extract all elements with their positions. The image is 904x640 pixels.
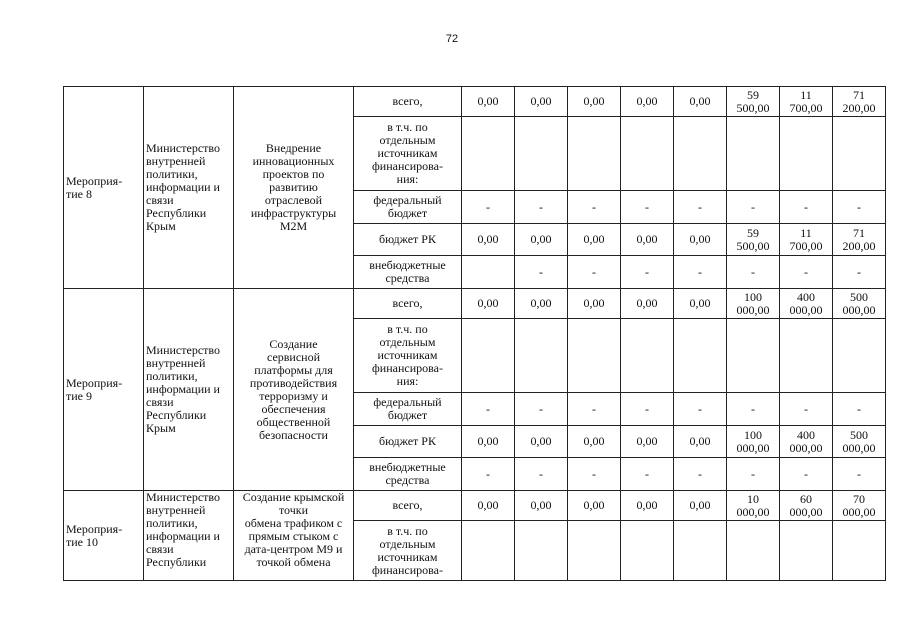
- amount-cell: 70 000,00: [833, 491, 886, 521]
- ministry-cell: Министерство внутренней политики, информации и связи Республики Крым: [144, 87, 234, 289]
- amount-cell: [568, 117, 621, 191]
- amount-cell: -: [780, 458, 833, 491]
- amount-cell: 0,00: [674, 289, 727, 319]
- amount-cell: [515, 319, 568, 393]
- amount-cell: [621, 117, 674, 191]
- amount-cell: 0,00: [621, 426, 674, 458]
- measure-cell: Мероприя- тие 10: [64, 491, 144, 581]
- amount-cell: -: [462, 458, 515, 491]
- table-row: [64, 491, 886, 521]
- amount-cell: -: [568, 393, 621, 426]
- measure-cell: Мероприя- тие 9: [64, 289, 144, 491]
- amount-cell: 0,00: [515, 491, 568, 521]
- funding-source-cell: в т.ч. по отдельным источникам финансирова- ния:: [354, 117, 462, 191]
- amount-cell: 0,00: [515, 224, 568, 256]
- amount-cell: [568, 319, 621, 393]
- amount-cell: 400 000,00: [780, 289, 833, 319]
- amount-cell: 400 000,00: [780, 426, 833, 458]
- project-cell: Создание сервисной платформы для противодействия терроризму и обеспечения общественной безопасности: [234, 289, 354, 491]
- amount-cell: -: [833, 256, 886, 289]
- amount-cell: 0,00: [462, 289, 515, 319]
- amount-cell: [515, 117, 568, 191]
- amount-cell: 0,00: [515, 426, 568, 458]
- amount-cell: [568, 521, 621, 581]
- amount-cell: 71 200,00: [833, 87, 886, 117]
- ministry-cell: Министерство внутренней политики, информации и связи Республики Крым: [144, 289, 234, 491]
- funding-source-cell: федеральный бюджет: [354, 393, 462, 426]
- amount-cell: [674, 319, 727, 393]
- amount-cell: 0,00: [621, 224, 674, 256]
- amount-cell: 10 000,00: [727, 491, 780, 521]
- amount-cell: 0,00: [515, 289, 568, 319]
- measure-cell: Мероприя- тие 8: [64, 87, 144, 289]
- amount-cell: 0,00: [674, 426, 727, 458]
- amount-cell: 0,00: [568, 491, 621, 521]
- amount-cell: -: [727, 256, 780, 289]
- amount-cell: [833, 319, 886, 393]
- table-row: [64, 87, 886, 117]
- amount-cell: [515, 521, 568, 581]
- amount-cell: 59 500,00: [727, 87, 780, 117]
- amount-cell: [833, 117, 886, 191]
- amount-cell: [462, 319, 515, 393]
- amount-cell: -: [462, 191, 515, 224]
- page-number: 72: [445, 33, 459, 45]
- funding-source-cell: всего,: [354, 491, 462, 521]
- amount-cell: [462, 521, 515, 581]
- amount-cell: [727, 319, 780, 393]
- funding-source-cell: всего,: [354, 87, 462, 117]
- amount-cell: -: [727, 393, 780, 426]
- amount-cell: -: [515, 458, 568, 491]
- amount-cell: 0,00: [621, 87, 674, 117]
- amount-cell: [621, 521, 674, 581]
- amount-cell: 0,00: [674, 224, 727, 256]
- amount-cell: -: [780, 256, 833, 289]
- amount-cell: [780, 117, 833, 191]
- amount-cell: -: [515, 191, 568, 224]
- amount-cell: -: [621, 191, 674, 224]
- amount-cell: [621, 319, 674, 393]
- amount-cell: 0,00: [568, 289, 621, 319]
- amount-cell: -: [833, 393, 886, 426]
- amount-cell: [780, 319, 833, 393]
- amount-cell: 0,00: [674, 87, 727, 117]
- amount-cell: 0,00: [621, 289, 674, 319]
- amount-cell: 60 000,00: [780, 491, 833, 521]
- amount-cell: 59 500,00: [727, 224, 780, 256]
- amount-cell: 11 700,00: [780, 224, 833, 256]
- funding-source-cell: федеральный бюджет: [354, 191, 462, 224]
- funding-source-cell: бюджет РК: [354, 426, 462, 458]
- amount-cell: [462, 256, 515, 289]
- funding-source-cell: бюджет РК: [354, 224, 462, 256]
- amount-cell: -: [674, 458, 727, 491]
- funding-source-cell: всего,: [354, 289, 462, 319]
- amount-cell: -: [568, 256, 621, 289]
- amount-cell: 0,00: [568, 87, 621, 117]
- project-cell: Создание крымской точки обмена трафиком с прямым стыком с дата-центром М9 и точкой обмена: [234, 491, 354, 581]
- amount-cell: 0,00: [621, 491, 674, 521]
- amount-cell: [674, 521, 727, 581]
- amount-cell: 0,00: [674, 491, 727, 521]
- amount-cell: 71 200,00: [833, 224, 886, 256]
- amount-cell: -: [621, 393, 674, 426]
- amount-cell: [780, 521, 833, 581]
- amount-cell: [674, 117, 727, 191]
- amount-cell: -: [833, 191, 886, 224]
- funding-source-cell: в т.ч. по отдельным источникам финансирова- ния:: [354, 319, 462, 393]
- amount-cell: -: [621, 458, 674, 491]
- amount-cell: 100 000,00: [727, 426, 780, 458]
- amount-cell: -: [515, 256, 568, 289]
- amount-cell: -: [833, 458, 886, 491]
- amount-cell: -: [674, 191, 727, 224]
- amount-cell: [727, 521, 780, 581]
- budget-table: [63, 86, 886, 581]
- amount-cell: 0,00: [462, 426, 515, 458]
- funding-source-cell: внебюджетные средства: [354, 256, 462, 289]
- amount-cell: -: [780, 393, 833, 426]
- amount-cell: 0,00: [515, 87, 568, 117]
- amount-cell: -: [515, 393, 568, 426]
- funding-source-cell: в т.ч. по отдельным источникам финансирова-: [354, 521, 462, 581]
- amount-cell: 0,00: [568, 224, 621, 256]
- amount-cell: -: [674, 256, 727, 289]
- amount-cell: -: [462, 393, 515, 426]
- table-row: [64, 289, 886, 319]
- amount-cell: -: [621, 256, 674, 289]
- amount-cell: 11 700,00: [780, 87, 833, 117]
- amount-cell: 0,00: [568, 426, 621, 458]
- funding-source-cell: внебюджетные средства: [354, 458, 462, 491]
- amount-cell: 500 000,00: [833, 289, 886, 319]
- project-cell: Внедрение инновационных проектов по развитию отраслевой инфраструктуры M2M: [234, 87, 354, 289]
- amount-cell: 100 000,00: [727, 289, 780, 319]
- amount-cell: 0,00: [462, 491, 515, 521]
- amount-cell: 0,00: [462, 224, 515, 256]
- amount-cell: -: [568, 191, 621, 224]
- amount-cell: [727, 117, 780, 191]
- amount-cell: 500 000,00: [833, 426, 886, 458]
- amount-cell: [833, 521, 886, 581]
- amount-cell: [462, 117, 515, 191]
- amount-cell: -: [727, 458, 780, 491]
- amount-cell: -: [727, 191, 780, 224]
- amount-cell: 0,00: [462, 87, 515, 117]
- amount-cell: -: [674, 393, 727, 426]
- ministry-cell: Министерство внутренней политики, информации и связи Республики: [144, 491, 234, 581]
- amount-cell: -: [568, 458, 621, 491]
- amount-cell: -: [780, 191, 833, 224]
